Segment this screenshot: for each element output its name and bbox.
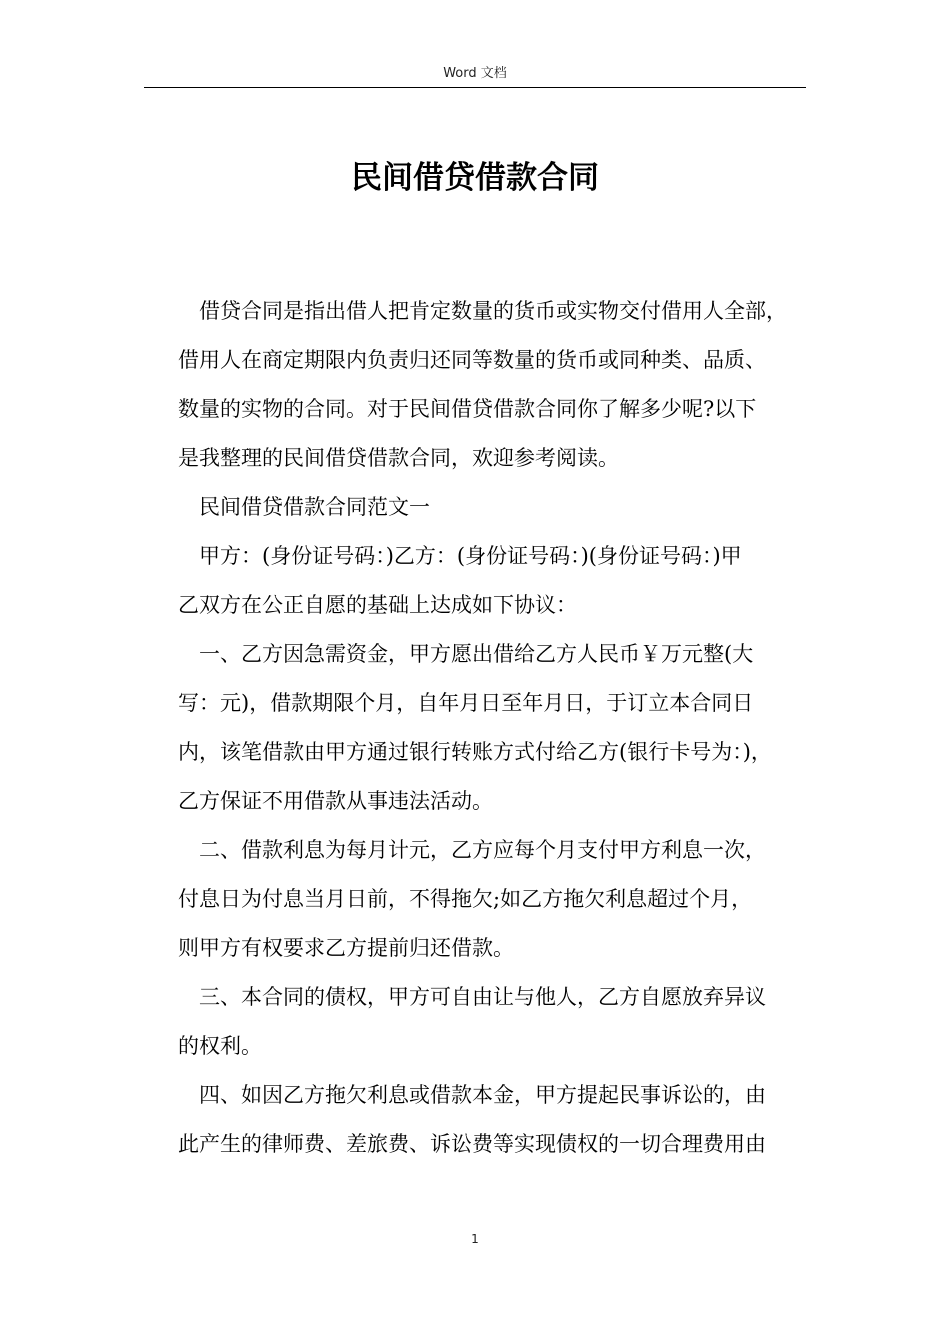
document-title: 民间借贷借款合同 (351, 160, 599, 196)
section-heading: 民间借贷借款合同范文一 (199, 495, 430, 519)
page-number: 1 (471, 1232, 479, 1246)
paragraph-line: 二、借款利息为每月计元，乙方应每个月支付甲方利息一次， (199, 838, 766, 862)
paragraph-line: 乙方保证不用借款从事违法活动。 (178, 789, 493, 813)
paragraph-line: 数量的实物的合同。对于民间借贷借款合同你了解多少呢?以下 (178, 397, 757, 421)
paragraph-line: 三、本合同的债权，甲方可自由让与他人，乙方自愿放弃异议 (199, 985, 766, 1009)
paragraph-line: 一、乙方因急需资金，甲方愿出借给乙方人民币￥万元整(大 (199, 642, 754, 666)
paragraph-line: 付息日为付息当月日前，不得拖欠;如乙方拖欠利息超过个月， (178, 887, 753, 911)
document-body (178, 287, 808, 1169)
paragraph-line: 内，该笔借款由甲方通过银行转账方式付给乙方(银行卡号为：)， (178, 740, 772, 764)
header-divider (144, 87, 806, 88)
paragraph-line: 写：元)，借款期限个月，自年月日至年月日，于订立本合同日 (178, 691, 754, 715)
paragraph-line: 四、如因乙方拖欠利息或借款本金，甲方提起民事诉讼的，由 (199, 1083, 766, 1107)
paragraph-line: 的权利。 (178, 1034, 262, 1058)
document-header-label: Word 文档 (443, 66, 507, 81)
paragraph-line: 借贷合同是指出借人把肯定数量的货币或实物交付借用人全部， (199, 299, 787, 323)
paragraph-line: 是我整理的民间借贷借款合同，欢迎参考阅读。 (178, 446, 619, 470)
paragraph-line: 则甲方有权要求乙方提前归还借款。 (178, 936, 514, 960)
paragraph-line: 此产生的律师费、差旅费、诉讼费等实现债权的一切合理费用由 (178, 1132, 766, 1156)
paragraph-line: 乙双方在公正自愿的基础上达成如下协议： (178, 593, 577, 617)
paragraph-line: 甲方：(身份证号码：)乙方：(身份证号码：)(身份证号码：)甲 (199, 544, 742, 568)
paragraph-line: 借用人在商定期限内负责归还同等数量的货币或同种类、品质、 (178, 348, 766, 372)
